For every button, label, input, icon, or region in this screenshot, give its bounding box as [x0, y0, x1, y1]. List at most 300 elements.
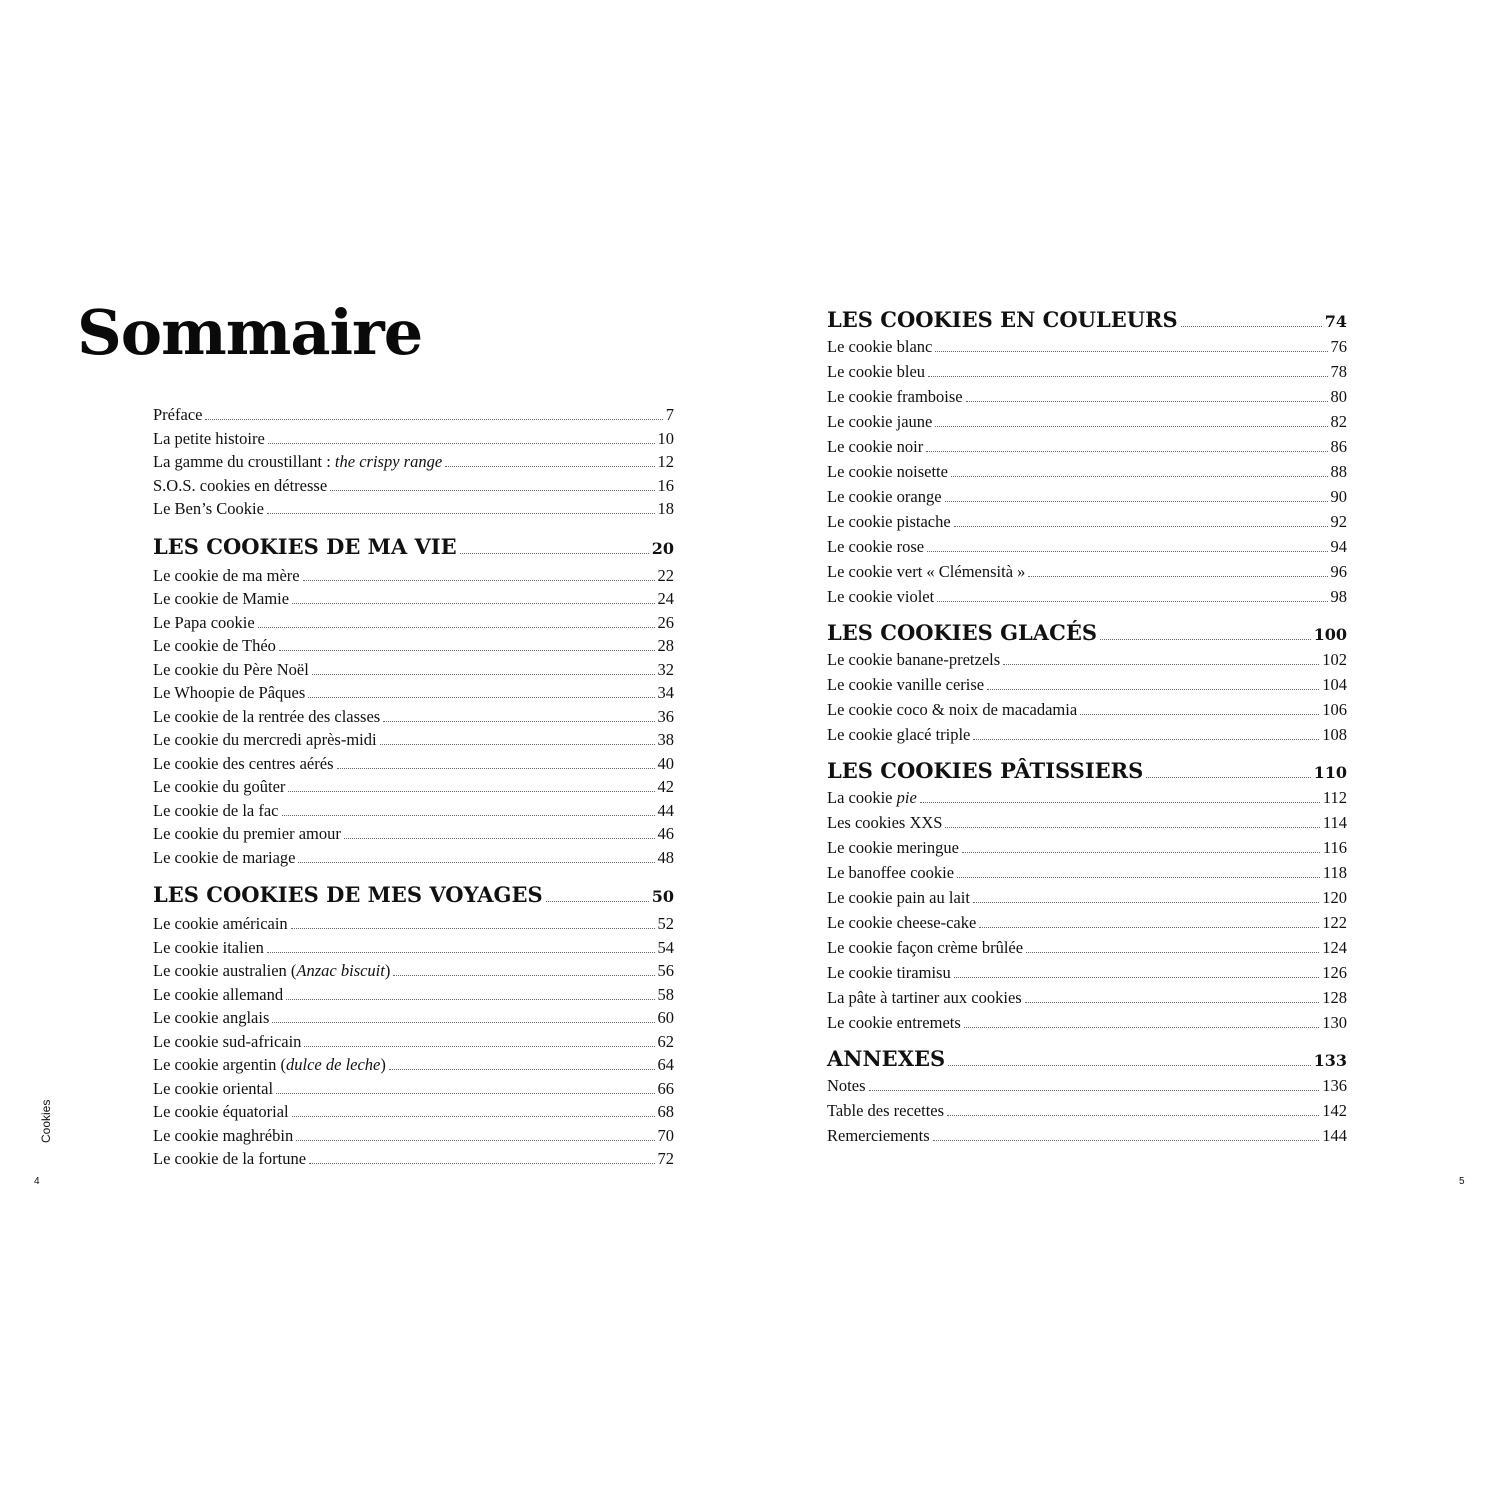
section-title — [153, 880, 543, 910]
dot-leader — [309, 1163, 654, 1164]
dot-leader — [926, 451, 1327, 452]
page-number: 116 — [1322, 838, 1347, 857]
page-number: 133 — [1313, 1051, 1347, 1070]
page-number: 128 — [1322, 988, 1347, 1007]
entry-title — [153, 497, 264, 521]
entry-title — [827, 559, 1025, 584]
toc-entry — [827, 935, 1347, 960]
entry-title-text: Le cookie tiramisu — [827, 963, 951, 982]
entry-title-text: Les cookies XXS — [827, 813, 943, 832]
toc-entry — [827, 960, 1347, 985]
page-number: 42 — [657, 777, 674, 796]
dot-leader — [460, 553, 649, 554]
toc-entry — [153, 450, 674, 474]
dot-leader — [272, 1022, 654, 1023]
entry-title-text: Le cookie italien — [153, 937, 264, 957]
entry-title — [153, 912, 288, 936]
toc-entry — [153, 611, 674, 635]
page-number: 62 — [657, 1031, 674, 1051]
dot-leader — [1100, 639, 1311, 640]
entry-title — [153, 983, 283, 1007]
toc-entry — [827, 910, 1347, 935]
entry-title — [153, 1100, 289, 1124]
dot-leader — [292, 1116, 655, 1117]
page-number: 10 — [657, 428, 674, 448]
entry-title-text: Le cookie cheese-cake — [827, 913, 977, 932]
entry-title-text: LES COOKIES DE MA VIE — [153, 533, 457, 559]
toc-entry — [153, 799, 674, 823]
entry-title-text: Le cookie des centres aérés — [153, 753, 334, 773]
entry-title-italic: Anzac biscuit — [296, 961, 385, 980]
toc-entry — [153, 1053, 674, 1077]
entry-title-suffix: ) — [384, 961, 391, 980]
toc-entry — [827, 672, 1347, 697]
dot-leader — [205, 419, 662, 420]
dot-leader — [928, 376, 1327, 377]
toc-entry — [827, 985, 1347, 1010]
dot-leader — [282, 815, 655, 816]
page-number: 64 — [657, 1055, 674, 1074]
entry-title-text: Notes — [827, 1076, 866, 1095]
dot-leader — [383, 721, 654, 722]
page-number: 24 — [657, 589, 674, 608]
dot-leader — [979, 927, 1319, 928]
entry-title-text: Le cookie du premier amour — [153, 824, 341, 843]
dot-leader — [308, 697, 654, 698]
toc-entry — [153, 564, 674, 588]
entry-title-text: Le cookie noisette — [827, 462, 948, 481]
section-title — [827, 758, 1143, 783]
toc-entry — [153, 705, 674, 729]
dot-leader — [937, 601, 1327, 602]
dot-leader — [276, 1093, 654, 1094]
dot-leader — [948, 1065, 1310, 1066]
toc-entry — [827, 1098, 1347, 1123]
toc-entry — [153, 1077, 674, 1101]
dot-leader — [1025, 1002, 1320, 1003]
page-number: 40 — [657, 753, 674, 773]
dot-leader — [933, 1140, 1320, 1141]
entry-title — [153, 427, 265, 451]
dot-leader — [1026, 952, 1319, 953]
entry-title-text: Le cookie bleu — [827, 362, 926, 381]
toc-entry — [827, 885, 1347, 910]
entry-title — [153, 474, 327, 498]
entry-title-text: Le cookie oriental — [153, 1078, 274, 1098]
page-number: 28 — [657, 636, 674, 655]
page-number: 90 — [1330, 487, 1347, 506]
entry-title — [827, 985, 1022, 1010]
entry-title — [827, 910, 976, 935]
entry-title-italic: the crispy range — [334, 452, 443, 471]
entry-title-text: Le Papa cookie — [153, 612, 255, 632]
page-number: 112 — [1322, 788, 1347, 807]
entry-title — [153, 936, 264, 960]
entry-title-text: Le cookie rose — [827, 537, 925, 556]
entry-title-text: Le cookie pistache — [827, 512, 951, 531]
entry-title — [827, 960, 951, 985]
toc-entry — [827, 509, 1347, 534]
entry-title-italic: dulce de leche — [286, 1055, 381, 1074]
entry-title — [153, 959, 390, 983]
dot-leader — [954, 977, 1320, 978]
toc-entry — [153, 1100, 674, 1124]
page-number: 50 — [651, 887, 674, 906]
dot-leader — [303, 580, 655, 581]
entry-title — [153, 1006, 269, 1030]
entry-title-text: Le cookie équatorial — [153, 1102, 289, 1121]
page-number: 142 — [1322, 1101, 1347, 1120]
page-number: 110 — [1313, 763, 1347, 782]
dot-leader — [935, 426, 1327, 427]
entry-title-text: LES COOKIES DE MES VOYAGES — [153, 882, 543, 907]
entry-title-italic: pie — [896, 788, 917, 807]
toc-entry — [153, 983, 674, 1007]
toc-entry — [153, 728, 674, 752]
page-number: 38 — [657, 730, 674, 749]
toc-entry — [153, 658, 674, 682]
entry-title — [153, 705, 380, 729]
toc-entry — [153, 681, 674, 705]
toc-section-heading — [153, 880, 674, 912]
toc-entry — [153, 634, 674, 658]
page-number: 56 — [657, 961, 674, 980]
toc-entry — [153, 403, 674, 427]
page-number: 26 — [657, 612, 674, 632]
entry-title-text: Le cookie de ma mère — [153, 565, 300, 585]
entry-title-text: La gamme du croustillant : — [153, 452, 335, 471]
toc-entry — [827, 484, 1347, 509]
page-number: 18 — [657, 499, 674, 518]
page-number: 76 — [1330, 337, 1347, 356]
toc-entry — [827, 359, 1347, 384]
entry-title — [153, 799, 279, 823]
dot-leader — [957, 877, 1320, 878]
entry-title — [153, 846, 295, 870]
dot-leader — [973, 902, 1319, 903]
dot-leader — [1028, 576, 1327, 577]
dot-leader — [291, 928, 655, 929]
entry-title-text: Le Ben’s Cookie — [153, 499, 264, 518]
entry-title-text: Le cookie coco & noix de macadamia — [827, 700, 1078, 719]
toc-entry — [827, 534, 1347, 559]
entry-title-text: Le cookie du goûter — [153, 777, 286, 796]
entry-title-text: Le cookie de Théo — [153, 636, 276, 655]
dot-leader — [546, 901, 649, 902]
toc-section-heading — [827, 307, 1347, 334]
dot-leader — [987, 689, 1319, 690]
entry-title — [153, 1030, 301, 1054]
entry-title-text: Le cookie orange — [827, 487, 942, 506]
entry-title — [827, 509, 951, 534]
entry-title-text: Le Whoopie de Pâques — [153, 683, 306, 702]
page-number: 20 — [651, 538, 674, 558]
toc-entry — [153, 846, 674, 870]
entry-title-text: Le cookie pain au lait — [827, 888, 970, 907]
page-number: 16 — [657, 475, 674, 495]
entry-title — [827, 885, 970, 910]
dot-leader — [920, 802, 1320, 803]
page-number: 96 — [1330, 562, 1347, 581]
dot-leader — [267, 513, 655, 514]
page-number: 124 — [1322, 938, 1347, 957]
dot-leader — [962, 852, 1320, 853]
folio-left: 4 — [34, 1176, 40, 1187]
dot-leader — [344, 838, 655, 839]
entry-title — [153, 634, 276, 658]
entry-title — [827, 1010, 961, 1035]
entry-title-text: Le cookie de Mamie — [153, 589, 290, 608]
page-number: 66 — [657, 1078, 674, 1098]
entry-title-text: Le cookie framboise — [827, 387, 963, 406]
toc-entry — [153, 427, 674, 451]
toc-entry — [827, 647, 1347, 672]
entry-title — [827, 810, 942, 835]
entry-title-text: Le cookie entremets — [827, 1013, 961, 1032]
toc-entry — [153, 936, 674, 960]
toc-entry — [153, 1030, 674, 1054]
entry-title — [827, 835, 959, 860]
page-title: Sommaire — [77, 296, 423, 369]
entry-title — [153, 587, 289, 611]
page-number: 58 — [657, 984, 674, 1004]
entry-title — [827, 459, 948, 484]
entry-title-suffix: ) — [380, 1055, 386, 1074]
page-number: 12 — [657, 452, 674, 471]
entry-title-text: Table des recettes — [827, 1101, 945, 1120]
toc-entry — [153, 587, 674, 611]
entry-title-text: Remerciements — [827, 1126, 930, 1145]
entry-title — [827, 697, 1077, 722]
entry-title-text: Le cookie de mariage — [153, 847, 296, 867]
dot-leader — [954, 526, 1328, 527]
entry-title — [827, 359, 925, 384]
entry-title-text: La pâte à tartiner aux cookies — [827, 988, 1022, 1007]
entry-title — [827, 672, 984, 697]
page-number: 74 — [1324, 312, 1347, 331]
toc-entry — [153, 822, 674, 846]
entry-title-text: Le cookie glacé triple — [827, 725, 971, 744]
entry-title — [153, 1147, 306, 1171]
dot-leader — [445, 466, 654, 467]
dot-leader — [966, 401, 1328, 402]
toc-entry — [827, 334, 1347, 359]
page-number: 118 — [1322, 863, 1347, 882]
page-number: 46 — [657, 824, 674, 843]
entry-title — [827, 484, 942, 509]
section-title — [153, 532, 457, 562]
entry-title-text: LES COOKIES EN COULEURS — [827, 307, 1178, 332]
entry-title-text: Le cookie argentin ( — [153, 1055, 287, 1074]
toc-entry — [153, 1124, 674, 1148]
page-number: 52 — [657, 914, 674, 933]
dot-leader — [279, 650, 655, 651]
entry-title — [153, 752, 334, 776]
page-number: 100 — [1313, 625, 1347, 644]
toc-entry — [827, 459, 1347, 484]
entry-title-text: Le cookie violet — [827, 587, 935, 606]
dot-leader — [945, 501, 1328, 502]
entry-title-text: Le cookie de la fortune — [153, 1149, 307, 1168]
entry-title-text: La cookie — [827, 788, 897, 807]
entry-title-text: Le cookie sud-africain — [153, 1031, 302, 1051]
dot-leader — [389, 1069, 655, 1070]
toc-entry — [827, 1123, 1347, 1148]
entry-title — [827, 785, 917, 810]
entry-title-text: ANNEXES — [827, 1046, 946, 1071]
toc-entry — [153, 474, 674, 498]
page-number: 34 — [657, 683, 674, 702]
entry-title — [153, 658, 309, 682]
page-number: 86 — [1330, 437, 1347, 456]
entry-title — [827, 434, 923, 459]
dot-leader — [380, 744, 655, 745]
toc-entry — [827, 722, 1347, 747]
page-number: 144 — [1322, 1126, 1347, 1145]
dot-leader — [288, 791, 654, 792]
toc-entry — [153, 1006, 674, 1030]
entry-title — [153, 1053, 386, 1077]
page-number: 104 — [1322, 675, 1347, 694]
dot-leader — [304, 1046, 654, 1047]
page-number: 122 — [1322, 913, 1347, 932]
page-number: 102 — [1322, 650, 1347, 669]
entry-title — [153, 611, 255, 635]
dot-leader — [1003, 664, 1319, 665]
toc-section-heading — [827, 1046, 1347, 1073]
page-number: 32 — [657, 659, 674, 679]
entry-title — [827, 1123, 930, 1148]
running-head: Cookies — [39, 1099, 53, 1143]
dot-leader — [267, 952, 655, 953]
toc-entry — [827, 559, 1347, 584]
dot-leader — [296, 1140, 654, 1141]
entry-title — [153, 822, 341, 846]
entry-title — [153, 450, 442, 474]
toc-entry — [153, 959, 674, 983]
toc-entry — [153, 912, 674, 936]
entry-title-text: Le cookie meringue — [827, 838, 959, 857]
toc-entry — [827, 409, 1347, 434]
toc-entry — [153, 775, 674, 799]
page-number: 54 — [657, 937, 674, 957]
toc-entry — [827, 860, 1347, 885]
toc-entry — [827, 810, 1347, 835]
entry-title-text: Le cookie australien ( — [153, 961, 297, 980]
dot-leader — [286, 999, 654, 1000]
dot-leader — [330, 490, 654, 491]
page-number: 80 — [1330, 387, 1347, 406]
dot-leader — [258, 627, 655, 628]
page-number: 48 — [657, 847, 674, 867]
toc-section-heading — [827, 620, 1347, 647]
page-number: 82 — [1330, 412, 1347, 431]
entry-title — [153, 1124, 293, 1148]
entry-title — [827, 584, 934, 609]
section-title — [827, 1046, 945, 1071]
entry-title — [827, 534, 924, 559]
dot-leader — [1146, 777, 1310, 778]
entry-title — [827, 384, 963, 409]
entry-title — [827, 647, 1000, 672]
toc-entry — [827, 835, 1347, 860]
entry-title-text: Le cookie de la rentrée des classes — [153, 706, 381, 726]
entry-title-text: Le cookie vanille cerise — [827, 675, 985, 694]
page-number: 130 — [1322, 1013, 1347, 1032]
dot-leader — [268, 443, 655, 444]
entry-title-text: LES COOKIES PÂTISSIERS — [827, 758, 1144, 783]
entry-title — [153, 403, 202, 427]
page-number: 60 — [657, 1008, 674, 1027]
entry-title — [827, 334, 932, 359]
page-number: 136 — [1322, 1076, 1347, 1095]
dot-leader — [973, 739, 1319, 740]
page-number: 70 — [657, 1125, 674, 1145]
dot-leader — [393, 975, 654, 976]
page-number: 88 — [1330, 462, 1347, 481]
toc-section-heading — [827, 758, 1347, 785]
page-number: 7 — [665, 405, 674, 424]
dot-leader — [312, 674, 655, 675]
entry-title-text: Le cookie du mercredi après-midi — [153, 730, 377, 749]
page-number: 94 — [1330, 537, 1347, 556]
entry-title-text: Le cookie du Père Noël — [153, 659, 309, 679]
entry-title — [153, 728, 377, 752]
page-number: 92 — [1330, 512, 1347, 531]
toc-left-column — [153, 403, 674, 1171]
entry-title-text: Le cookie maghrébin — [153, 1125, 294, 1145]
entry-title-text: Le cookie jaune — [827, 412, 933, 431]
entry-title — [153, 681, 305, 705]
entry-title — [153, 564, 300, 588]
page-number: 44 — [657, 800, 674, 820]
toc-section-heading — [153, 532, 674, 564]
dot-leader — [869, 1090, 1320, 1091]
toc-entry — [827, 1073, 1347, 1098]
page-number: 126 — [1322, 963, 1347, 982]
entry-title-text: Le cookie allemand — [153, 984, 284, 1004]
dot-leader — [292, 603, 654, 604]
toc-entry — [827, 384, 1347, 409]
entry-title — [827, 1073, 866, 1098]
dot-leader — [947, 1115, 1319, 1116]
toc-entry — [153, 752, 674, 776]
entry-title-text: Préface — [153, 405, 203, 424]
page-number: 120 — [1322, 888, 1347, 907]
entry-title — [827, 1098, 944, 1123]
page-number: 68 — [657, 1102, 674, 1121]
entry-title — [827, 935, 1023, 960]
toc-right-column — [827, 307, 1347, 1148]
entry-title-text: Le cookie américain — [153, 914, 288, 933]
right-page — [750, 0, 1500, 1500]
page-number: 36 — [657, 706, 674, 726]
entry-title-text: S.O.S. cookies en détresse — [153, 475, 328, 495]
entry-title-text: Le cookie noir — [827, 437, 924, 456]
dot-leader — [1080, 714, 1319, 715]
entry-title — [827, 722, 970, 747]
toc-entry — [153, 1147, 674, 1171]
entry-title-text: La petite histoire — [153, 428, 265, 448]
dot-leader — [951, 476, 1328, 477]
page-number: 108 — [1322, 725, 1347, 744]
entry-title — [153, 1077, 273, 1101]
dot-leader — [298, 862, 654, 863]
entry-title — [827, 860, 954, 885]
entry-title-text: Le banoffee cookie — [827, 863, 955, 882]
page-number: 22 — [657, 565, 674, 585]
entry-title-text: Le cookie blanc — [827, 337, 933, 356]
